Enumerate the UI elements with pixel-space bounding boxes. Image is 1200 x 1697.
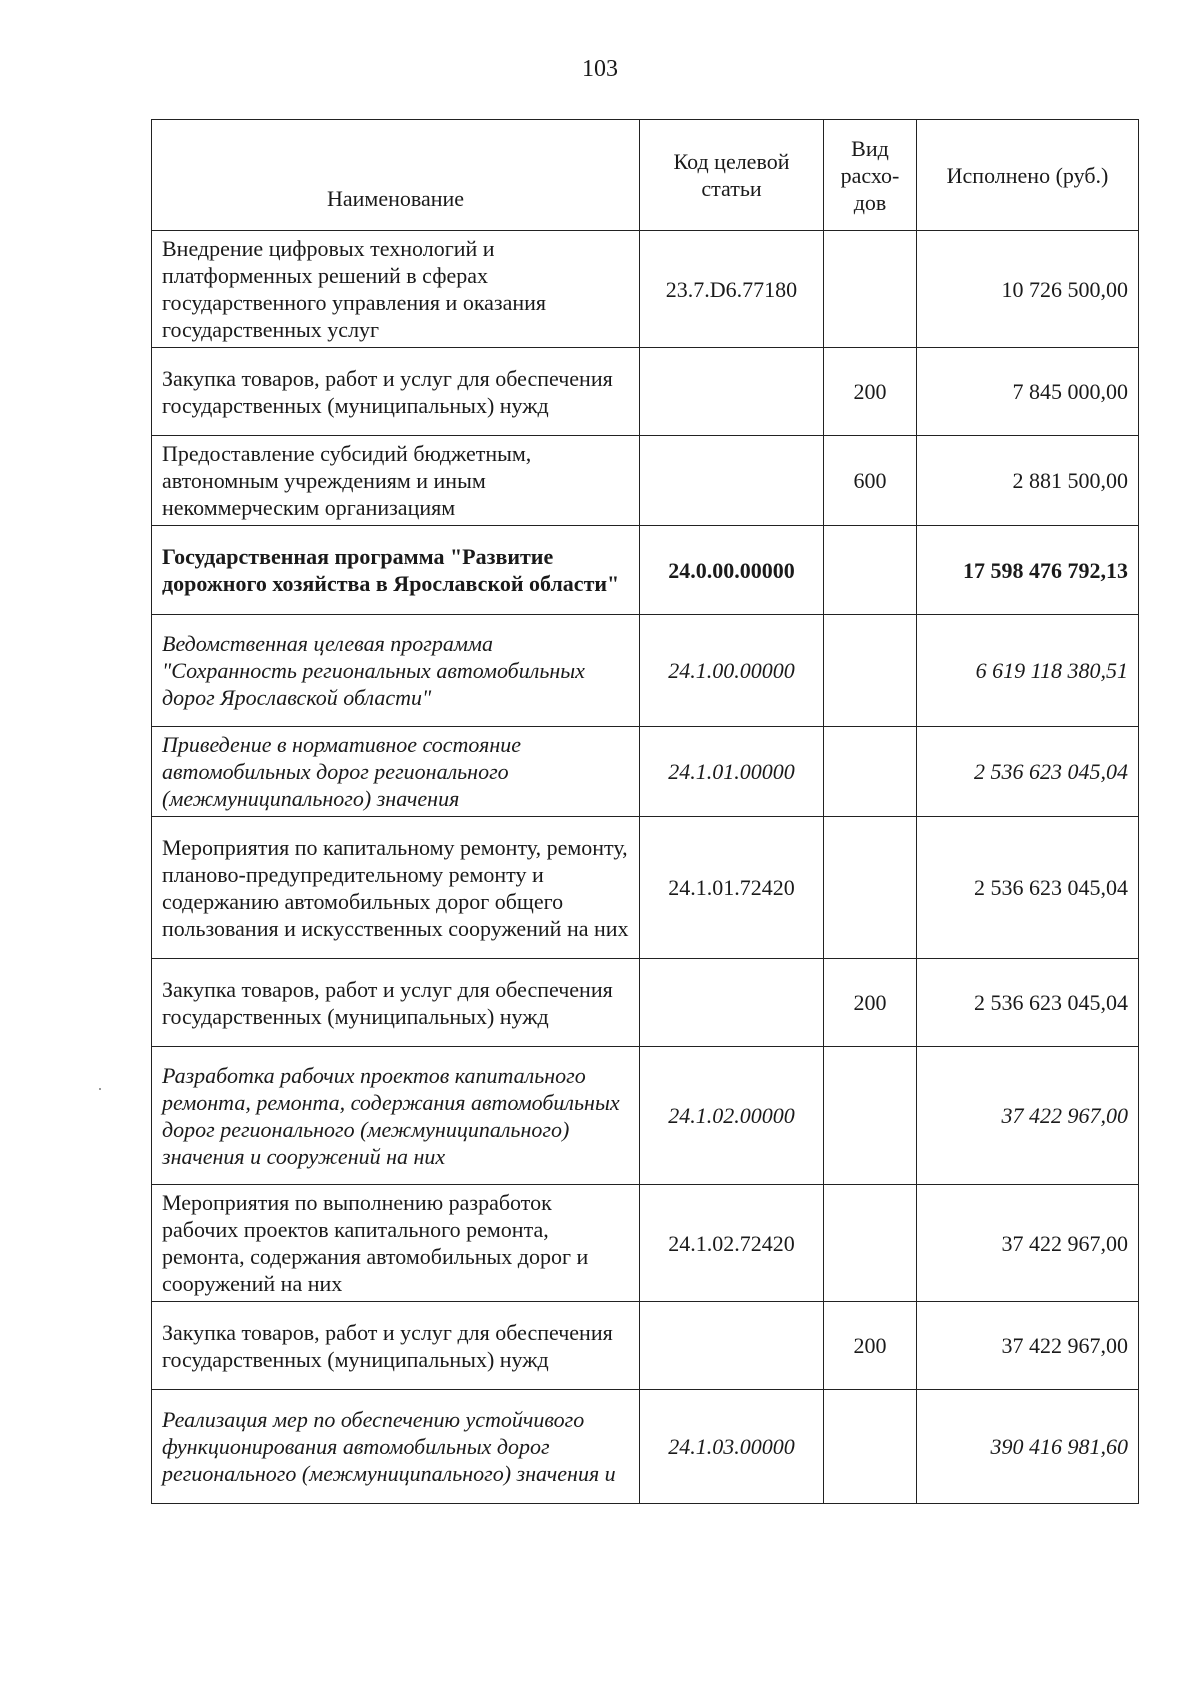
row-name-cell: Приведение в нормативное состояние автомобильных дорог регионального (межмуниципального) значения — [152, 727, 640, 817]
header-kind: Вид расхо-дов — [824, 120, 917, 231]
row-amount-cell: 10 726 500,00 — [917, 231, 1139, 348]
row-code-cell — [640, 959, 824, 1047]
page-number: 103 — [582, 56, 618, 82]
row-kind-cell: 600 — [824, 436, 917, 526]
row-amount-cell: 6 619 118 380,51 — [917, 615, 1139, 727]
row-amount-cell: 2 881 500,00 — [917, 436, 1139, 526]
table-row — [152, 526, 1139, 615]
row-kind-cell — [824, 1047, 917, 1185]
row-amount-cell: 17 598 476 792,13 — [917, 526, 1139, 615]
row-name-cell: Мероприятия по выполнению разработок рабочих проектов капитального ремонта, ремонта, содержания автомобильных дорог и сооружений на них — [152, 1185, 640, 1302]
row-code-cell — [640, 1302, 824, 1390]
table-header-row — [152, 120, 1139, 231]
row-code-cell: 24.1.02.00000 — [640, 1047, 824, 1185]
table-row — [152, 1047, 1139, 1185]
row-code-cell: 24.1.00.00000 — [640, 615, 824, 727]
row-amount-cell: 2 536 623 045,04 — [917, 959, 1139, 1047]
row-kind-cell — [824, 1390, 917, 1504]
row-name-cell: Закупка товаров, работ и услуг для обеспечения государственных (муниципальных) нужд — [152, 1302, 640, 1390]
header-code: Код целевой статьи — [640, 120, 824, 231]
row-amount-cell: 2 536 623 045,04 — [917, 727, 1139, 817]
row-name-cell: Внедрение цифровых технологий и платформенных решений в сферах государственного управления и оказания государственных услуг — [152, 231, 640, 348]
table-row — [152, 348, 1139, 436]
row-kind-cell — [824, 231, 917, 348]
row-name-cell: Государственная программа "Развитие дорожного хозяйства в Ярославской области" — [152, 526, 640, 615]
table-body — [152, 231, 1139, 1504]
row-name-cell: Разработка рабочих проектов капитального ремонта, ремонта, содержания автомобильных дорог регионального (межмуниципального) значения и сооружений на них — [152, 1047, 640, 1185]
row-kind-cell: 200 — [824, 1302, 917, 1390]
row-amount-cell: 7 845 000,00 — [917, 348, 1139, 436]
row-name-cell: Мероприятия по капитальному ремонту, ремонту, планово-предупредительному ремонту и содержанию автомобильных дорог общего пользования и искусственных сооружений на них — [152, 817, 640, 959]
row-amount-cell: 2 536 623 045,04 — [917, 817, 1139, 959]
table-row — [152, 1302, 1139, 1390]
row-amount-cell: 37 422 967,00 — [917, 1302, 1139, 1390]
table-row — [152, 231, 1139, 348]
row-name-cell: Закупка товаров, работ и услуг для обеспечения государственных (муниципальных) нужд — [152, 959, 640, 1047]
row-kind-cell — [824, 1185, 917, 1302]
header-name: Наименование — [152, 120, 640, 231]
row-amount-cell: 37 422 967,00 — [917, 1047, 1139, 1185]
row-code-cell — [640, 348, 824, 436]
row-code-cell: 24.1.02.72420 — [640, 1185, 824, 1302]
row-code-cell: 24.1.03.00000 — [640, 1390, 824, 1504]
row-code-cell — [640, 436, 824, 526]
row-kind-cell — [824, 727, 917, 817]
table-row — [152, 959, 1139, 1047]
budget-execution-table — [151, 119, 1139, 1504]
table-row — [152, 436, 1139, 526]
row-name-cell: Реализация мер по обеспечению устойчивого функционирования автомобильных дорог регионального (межмуниципального) значения и — [152, 1390, 640, 1504]
row-code-cell: 24.1.01.00000 — [640, 727, 824, 817]
row-amount-cell: 390 416 981,60 — [917, 1390, 1139, 1504]
row-kind-cell: 200 — [824, 348, 917, 436]
header-amount: Исполнено (руб.) — [917, 120, 1139, 231]
row-code-cell: 24.0.00.00000 — [640, 526, 824, 615]
row-name-cell: Предоставление субсидий бюджетным, автономным учреждениям и иным некоммерческим организациям — [152, 436, 640, 526]
table-row — [152, 1390, 1139, 1504]
table-row — [152, 817, 1139, 959]
table-row — [152, 727, 1139, 817]
row-kind-cell — [824, 817, 917, 959]
row-code-cell: 24.1.01.72420 — [640, 817, 824, 959]
row-kind-cell: 200 — [824, 959, 917, 1047]
scan-speck — [99, 1088, 101, 1090]
row-name-cell: Ведомственная целевая программа "Сохранность региональных автомобильных дорог Ярославской области" — [152, 615, 640, 727]
row-name-cell: Закупка товаров, работ и услуг для обеспечения государственных (муниципальных) нужд — [152, 348, 640, 436]
table-row — [152, 615, 1139, 727]
row-kind-cell — [824, 526, 917, 615]
row-amount-cell: 37 422 967,00 — [917, 1185, 1139, 1302]
row-code-cell: 23.7.D6.77180 — [640, 231, 824, 348]
row-kind-cell — [824, 615, 917, 727]
table-row — [152, 1185, 1139, 1302]
